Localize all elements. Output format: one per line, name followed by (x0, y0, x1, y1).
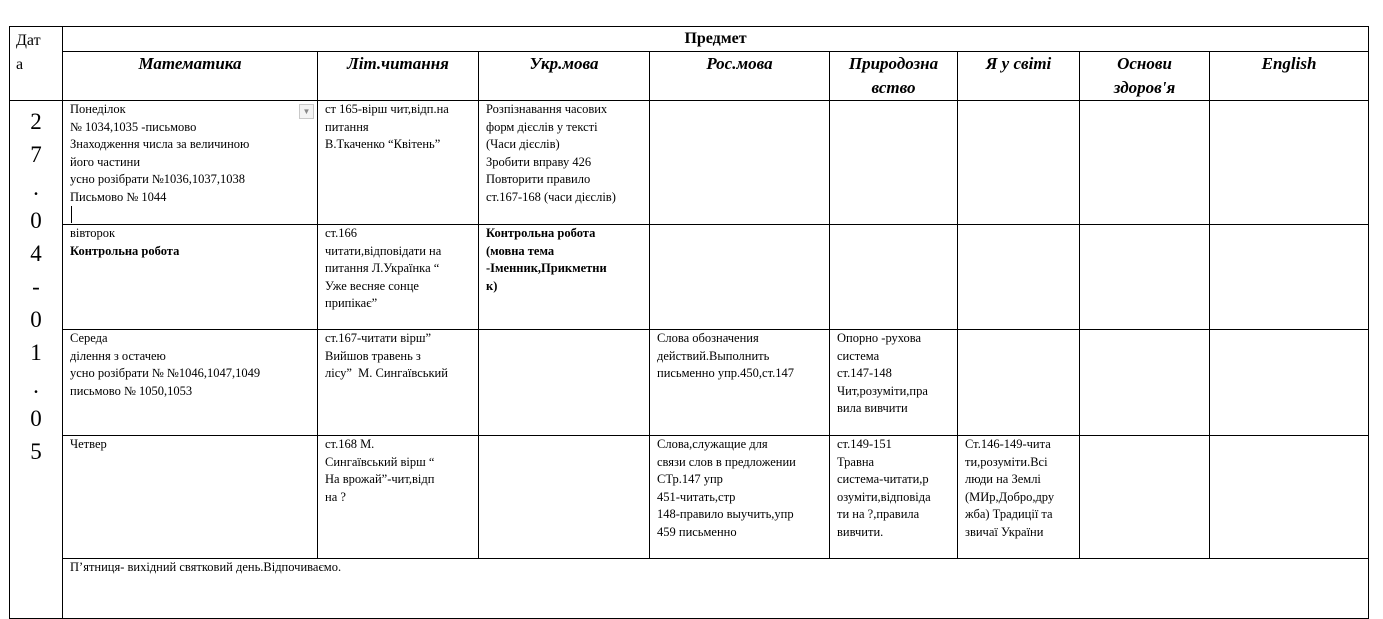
cell-text-line: люди на Землі (965, 472, 1041, 486)
cell-text-line: (МИр,Добро,дру (965, 489, 1055, 504)
cell-text-line: письменно упр.450,ст.147 (657, 366, 794, 380)
cell-text-line: питання Л.Українка “ (325, 261, 440, 275)
subject-header (63, 52, 318, 101)
cell-text-line: Повторити правило (486, 172, 591, 186)
schedule-cell[interactable] (318, 330, 479, 436)
cell-text-line: жба) Традиції та (965, 507, 1053, 521)
cell-text-line: система-читати,р (837, 472, 929, 486)
cell-text-line: читати,відповідати на (325, 243, 442, 258)
subject-header (1210, 52, 1369, 101)
subject-header-label: Рос.мова (706, 54, 773, 73)
cell-text-line: на ? (325, 489, 346, 504)
date-char: - (32, 274, 40, 299)
subject-header (830, 52, 958, 101)
cell-text-line: Уже весняе сонце (325, 278, 419, 293)
cell-text-line: Ст.146-149-чита (965, 437, 1051, 451)
cell-text-line: ст.167-168 (часи дієслів) (486, 189, 616, 204)
date-char: 5 (30, 439, 42, 464)
cell-text-line: ст 165-вірш чит,відп.на (325, 102, 449, 116)
schedule-cell[interactable] (63, 101, 318, 225)
date-char: 2 (30, 109, 42, 134)
dropdown-arrow-icon[interactable]: ▼ (299, 104, 314, 119)
cell-text-line: ст.167-читати вірш” (325, 331, 431, 345)
cell-text-line: Слова обозначения (657, 331, 759, 345)
schedule-cell[interactable] (479, 225, 650, 330)
subject-header-label: Природозна (848, 54, 939, 73)
subject-header-label: вство (871, 78, 916, 97)
subject-header (958, 52, 1080, 101)
cell-text-line: припікає” (325, 296, 378, 310)
schedule-cell[interactable] (63, 330, 318, 436)
subject-header (650, 52, 830, 101)
cell-text-line: Середа (70, 331, 108, 345)
date-char: 7 (30, 142, 42, 167)
schedule-cell[interactable] (1080, 101, 1210, 225)
date-char: . (33, 175, 39, 200)
schedule-cell[interactable] (479, 436, 650, 559)
date-range-cell (10, 101, 63, 619)
date-char: 0 (30, 307, 42, 332)
cell-text-line: звичаї України (965, 524, 1044, 539)
cell-text-line: Чит,розуміти,пра (837, 383, 928, 398)
cell-text-line: Слова,служащие для (657, 437, 768, 451)
cell-text-line: Розпізнавання часових (486, 102, 608, 116)
subject-header-label: Математика (138, 54, 242, 73)
date-header-line2: а (16, 56, 24, 73)
footer-note-cell[interactable] (63, 559, 1369, 619)
cell-text-line: Письмово № 1044 (70, 189, 167, 204)
schedule-cell[interactable] (1210, 436, 1369, 559)
cell-text-line: Четвер (70, 437, 107, 451)
schedule-cell[interactable] (958, 330, 1080, 436)
subject-group-header: Предмет (63, 27, 1369, 52)
date-header-line1: Дат (16, 32, 41, 49)
cell-text-line: Травна (837, 454, 875, 469)
cell-text-line: 148-правило выучить,упр (657, 507, 794, 521)
cell-text-line: В.Ткаченко “Квітень” (325, 137, 441, 151)
subject-header (318, 52, 479, 101)
subject-header (479, 52, 650, 101)
cell-text-line: Вийшов травень з (325, 348, 421, 363)
cell-text-line: усно розібрати № №1046,1047,1049 (70, 366, 261, 380)
cell-text-line: 459 письменно (657, 524, 737, 539)
cell-text-line: 451-читать,стр (657, 489, 736, 504)
schedule-cell[interactable] (479, 330, 650, 436)
schedule-cell[interactable] (63, 225, 318, 330)
schedule-row (10, 436, 1369, 559)
schedule-cell[interactable] (958, 436, 1080, 559)
subject-header-label: здоров'я (1113, 78, 1176, 97)
schedule-cell[interactable] (830, 225, 958, 330)
cell-text-line: № 1034,1035 -письмово (70, 119, 197, 134)
subject-header-row (10, 52, 1369, 101)
schedule-cell[interactable] (1080, 436, 1210, 559)
schedule-cell[interactable] (830, 101, 958, 225)
footer-row (10, 559, 1369, 619)
cell-text-line: Понеділок (70, 102, 126, 116)
cell-text-line: На врожай”-чит,відп (325, 472, 435, 486)
schedule-cell[interactable] (650, 436, 830, 559)
schedule-cell[interactable] (650, 225, 830, 330)
schedule-row (10, 101, 1369, 225)
footer-note: П’ятниця- вихідний святковий день.Відпочиваємо. (70, 560, 342, 574)
schedule-cell[interactable] (650, 330, 830, 436)
cell-text-line: ти на ?,правила (837, 507, 920, 521)
cell-text-line: форм дієслів у тексті (486, 119, 598, 134)
cell-text-line: к) (486, 278, 498, 293)
cell-text-line: Сингаївський вірш “ (325, 454, 435, 469)
cell-text-line: Контрольна робота (70, 243, 180, 258)
cell-text-line: ст.149-151 (837, 437, 892, 451)
date-char: 0 (30, 406, 42, 431)
date-char: 0 (30, 208, 42, 233)
schedule-cell[interactable] (318, 225, 479, 330)
cell-text-line: ст.168 М. (325, 437, 375, 451)
date-char: 4 (30, 241, 42, 266)
cell-text-line: озуміти,відповіда (837, 489, 931, 504)
schedule-row (10, 330, 1369, 436)
cell-text-line: ст.147-148 (837, 366, 892, 380)
cell-text-line: його частини (70, 154, 141, 169)
cell-text-line: связи слов в предложении (657, 454, 796, 469)
schedule-cell[interactable] (650, 101, 830, 225)
cell-text-line: -Іменник,Прикметни (486, 261, 607, 275)
cell-text-line: (Часи дієслів) (486, 137, 560, 151)
schedule-cell[interactable] (958, 225, 1080, 330)
subject-header (1080, 52, 1210, 101)
cell-text-line: Контрольна робота (486, 226, 596, 240)
schedule-row (10, 225, 1369, 330)
cell-text-line: вила вивчити (837, 401, 908, 415)
cell-text-line: ти,розуміти.Всі (965, 454, 1048, 469)
date-char: 1 (30, 340, 42, 365)
cell-text-line: вивчити. (837, 524, 884, 539)
cell-text-line: СТр.147 упр (657, 472, 723, 486)
date-header (10, 27, 63, 101)
subject-header-label: Укр.мова (529, 54, 599, 73)
schedule-cell[interactable] (1210, 225, 1369, 330)
text-cursor (70, 206, 315, 224)
cell-text-line: ділення з остачею (70, 348, 166, 363)
cell-text-line: действий.Выполнить (657, 348, 770, 363)
schedule-cell[interactable] (958, 101, 1080, 225)
schedule-cell[interactable] (1080, 225, 1210, 330)
schedule-cell[interactable] (1210, 330, 1369, 436)
cell-text-line: (мовна тема (486, 243, 555, 258)
subject-header-label: Літ.читання (347, 54, 449, 73)
subject-header-label: Я у світі (985, 54, 1052, 73)
cell-text-line: усно розібрати №1036,1037,1038 (70, 172, 246, 186)
subject-header-label: English (1261, 54, 1317, 73)
cell-text-line: Знаходження числа за величиною (70, 137, 250, 151)
subject-header-label: Основи (1117, 54, 1172, 73)
date-char: . (33, 373, 39, 398)
cell-text-line: вівторок (70, 226, 116, 240)
schedule-table (9, 26, 1369, 619)
schedule-cell[interactable] (1210, 101, 1369, 225)
schedule-cell[interactable] (318, 436, 479, 559)
cell-text-line: лісу” М. Сингаївський (325, 366, 448, 380)
schedule-cell[interactable] (479, 101, 650, 225)
schedule-cell[interactable] (830, 330, 958, 436)
schedule-cell[interactable] (1080, 330, 1210, 436)
cell-text-line: питання (325, 119, 369, 134)
cell-text-line: Опорно -рухова (837, 331, 922, 345)
schedule-cell[interactable] (318, 101, 479, 225)
schedule-cell[interactable] (63, 436, 318, 559)
schedule-cell[interactable] (830, 436, 958, 559)
cell-text-line: письмово № 1050,1053 (70, 383, 193, 398)
cell-text-line: ст.166 (325, 226, 357, 240)
cell-text-line: система (837, 348, 880, 363)
cell-text-line: Зробити вправу 426 (486, 154, 592, 169)
